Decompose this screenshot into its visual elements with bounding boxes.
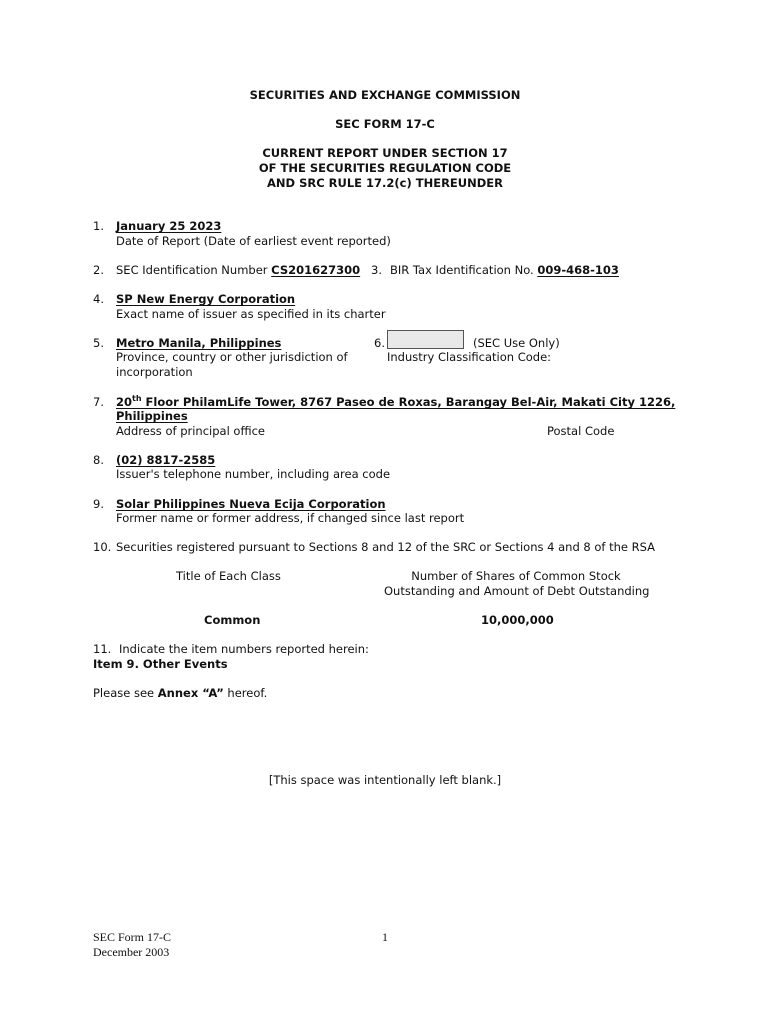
item-7-number: 7. xyxy=(93,395,104,409)
item-6-number: 6. xyxy=(374,336,385,350)
item-2-number: 2. xyxy=(93,263,104,277)
form-title: SEC FORM 17-C xyxy=(335,117,435,131)
jurisdiction-label-line1: Province, country or other jurisdiction of xyxy=(116,350,348,364)
commission-title: SECURITIES AND EXCHANGE COMMISSION xyxy=(249,88,521,102)
floor-number: 20 xyxy=(116,395,133,409)
sec-id-value: CS201627300 xyxy=(271,263,361,277)
class-common: Common xyxy=(204,613,261,627)
issuer-name-label: Exact name of issuer as specified in its charter xyxy=(116,307,386,321)
item-1-number: 1. xyxy=(93,219,104,233)
issuer-name-value: SP New Energy Corporation xyxy=(116,292,296,306)
jurisdiction-value: Metro Manila, Philippines xyxy=(116,336,282,350)
bir-tin-label xyxy=(390,263,619,278)
telephone-value: (02) 8817-2585 xyxy=(116,453,216,467)
report-date-value: January 25 2023 xyxy=(116,219,222,233)
postal-code-label: Postal Code xyxy=(547,424,615,438)
intentionally-blank-note: [This space was intentionally left blank.] xyxy=(268,773,502,787)
principal-address-line2: Philippines xyxy=(116,409,188,423)
sec-id-label xyxy=(116,263,360,278)
securities-registered-label: Securities registered pursuant to Sections 8 and 12 of the SRC or Sections 4 and 8 of the RSA xyxy=(116,540,656,554)
bir-tin-value: 009-468-103 xyxy=(537,263,619,277)
report-date-label: Date of Report (Date of earliest event reported) xyxy=(116,234,391,248)
annex-prefix: Please see xyxy=(93,686,158,700)
item-9-number: 9. xyxy=(93,497,104,511)
address-street: Floor PhilamLife Tower, 8767 Paseo de Roxas, Barangay Bel-Air, Makati City 1226, xyxy=(141,395,676,409)
jurisdiction-label-line2: incorporation xyxy=(116,365,193,379)
title-of-class-header: Title of Each Class xyxy=(176,569,281,583)
floor-ordinal: th xyxy=(132,394,142,404)
shares-header-line2: Outstanding and Amount of Debt Outstanding xyxy=(384,584,650,598)
bir-tin-label-text: BIR Tax Identification No. xyxy=(390,263,534,277)
report-title-line1: CURRENT REPORT UNDER SECTION 17 xyxy=(262,146,508,160)
principal-address-label: Address of principal office xyxy=(116,424,265,438)
footer-form-name: SEC Form 17-C xyxy=(93,930,172,944)
annex-reference xyxy=(93,686,267,701)
sec-id-label-text: SEC Identification Number xyxy=(116,263,268,277)
items-reported-value: Item 9. Other Events xyxy=(93,657,228,671)
item-3-number: 3. xyxy=(371,263,382,277)
report-title-line3: AND SRC RULE 17.2(c) THEREUNDER xyxy=(267,176,503,190)
item-5-number: 5. xyxy=(93,336,104,350)
item-11-number: 11. xyxy=(93,642,112,656)
footer-form-date: December 2003 xyxy=(93,945,170,959)
item-4-number: 4. xyxy=(93,292,104,306)
industry-classification-label: Industry Classification Code: xyxy=(387,350,552,364)
sec-use-only-box xyxy=(387,330,464,349)
items-reported-label: Indicate the item numbers reported herein: xyxy=(119,642,369,656)
former-name-label: Former name or former address, if changed since last report xyxy=(116,511,465,525)
annex-name: Annex “A” xyxy=(157,686,224,700)
annex-suffix: hereof. xyxy=(223,686,268,700)
item-8-number: 8. xyxy=(93,453,104,467)
item-10-number: 10. xyxy=(93,540,112,554)
sec-use-only-label: (SEC Use Only) xyxy=(473,336,560,350)
shares-header-line1: Number of Shares of Common Stock xyxy=(411,569,621,583)
former-name-value: Solar Philippines Nueva Ecija Corporation xyxy=(116,497,386,511)
page-number: 1 xyxy=(382,930,388,944)
telephone-label: Issuer's telephone number, including area code xyxy=(116,467,391,481)
report-title-line2: OF THE SECURITIES REGULATION CODE xyxy=(258,161,512,175)
principal-address-line1 xyxy=(116,395,675,410)
shares-outstanding-value: 10,000,000 xyxy=(481,613,554,627)
